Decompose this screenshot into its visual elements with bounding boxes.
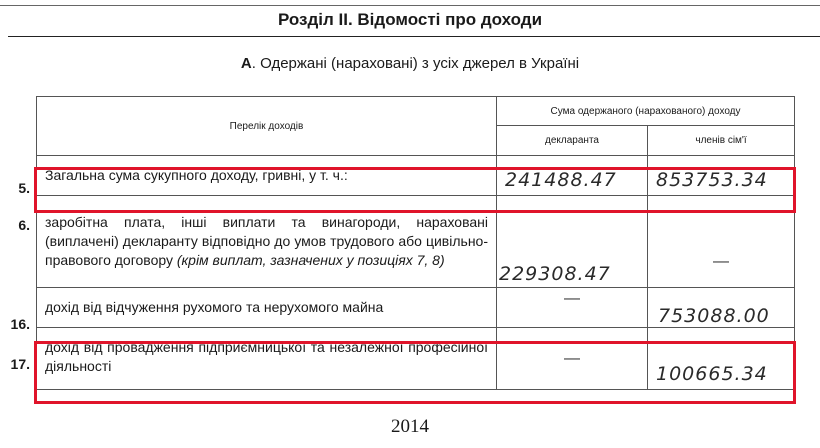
row-number-17: 17.	[10, 356, 30, 372]
row-6-family-dash: —	[713, 252, 729, 270]
highlight-box-business-income	[34, 341, 796, 404]
table-header-row	[37, 97, 795, 126]
highlight-box-total-income	[34, 167, 796, 213]
row-16-declarant-dash: —	[564, 290, 580, 307]
table-row	[37, 288, 795, 328]
row-6-text: заробітна плата, інші виплати та винагороди, нараховані (виплачені) декларанту відповідно до умов трудового або цивільно-правового договору	[45, 214, 488, 268]
row-5-family-value: 853753.34	[656, 168, 768, 191]
top-divider	[0, 5, 820, 6]
row-5-declarant-value: 241488.47	[505, 168, 617, 191]
header-declarant: декларанта	[497, 126, 648, 156]
subsection-letter: А	[240, 55, 252, 72]
section-title: Розділ II. Відомості про доходи	[277, 10, 543, 29]
subsection-title	[0, 55, 820, 72]
year-caption: 2014	[391, 416, 429, 437]
row-number-6: 6.	[18, 217, 30, 233]
row-17-declarant-dash: —	[564, 349, 580, 367]
row-6-declarant-value: 229308.47	[499, 263, 611, 285]
section-divider	[8, 36, 820, 37]
subsection-text: . Одержані (нараховані) з усіх джерел в Україні	[251, 55, 580, 72]
row-number-16: 16.	[10, 316, 30, 332]
header-income-list: Перелік доходів	[37, 97, 497, 156]
row-6-note: (крім виплат, зазначених у позиціях 7, 8)	[176, 252, 445, 268]
row-16-label: дохід від відчуження рухомого та нерухомого майна	[37, 288, 497, 328]
row-16-declarant-cell	[497, 288, 648, 328]
header-family: членів сім'ї	[648, 126, 795, 156]
row-17-label: дохід від провадження підприємницької та незалежної професійної діяльності	[37, 328, 497, 390]
row-17-family-value: 100665.34	[656, 363, 768, 385]
row-16-family-value: 753088.00	[658, 305, 770, 327]
header-sum: Сума одержаного (нарахованого) доходу	[497, 97, 795, 126]
row-16-family-cell	[648, 288, 795, 328]
row-number-5: 5.	[18, 180, 30, 196]
row-5-label: Загальна сума сукупного доходу, гривні, у т. ч.:	[37, 156, 497, 196]
